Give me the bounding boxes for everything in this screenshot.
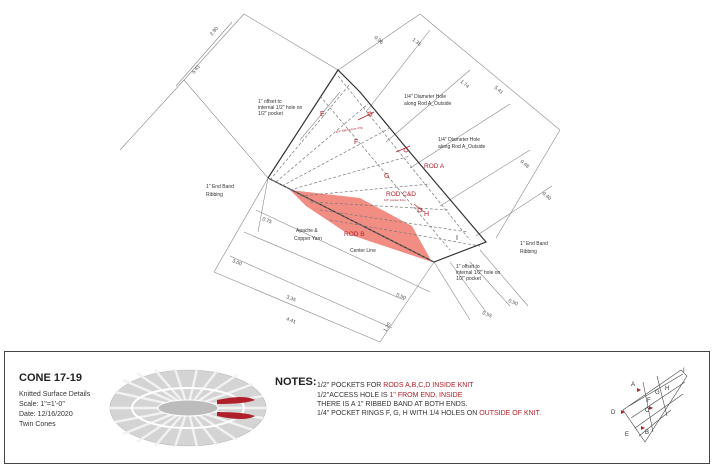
key-b: B [645, 430, 650, 436]
key-g: G [655, 390, 660, 396]
letter-e: E [320, 111, 325, 118]
project-name: Twin Cones [19, 421, 56, 428]
dim-0-55: 0.55 [481, 310, 493, 320]
rod-b-label: ROD B [344, 231, 365, 238]
note-4 [317, 410, 541, 417]
dim-0-96: 0.96 [372, 34, 385, 46]
notes-heading: NOTES: [275, 376, 317, 388]
hole-note-2-line-2: along Rod A_Outside [438, 144, 486, 150]
hole-note-2-line-1: 1/4" Diameter Hole [438, 137, 481, 143]
note-1-highlight: RODS A,B,C,D INSIDE KNIT [383, 382, 474, 389]
construction-lines [120, 14, 560, 342]
key-e: E [625, 432, 630, 438]
note-1-text: 1/2" POCKETS FOR [317, 382, 384, 389]
end-band-left-1: 1" End Band [206, 184, 234, 190]
drawing-scale: Scale: 1"=1'-0" [19, 401, 65, 408]
offset-note-bottom-2: internal 1/2" hole on [456, 270, 501, 276]
hole-note-1-line-2: along Rod A_Outside [404, 101, 452, 107]
dim-0-40: 0.40 [540, 190, 553, 202]
key-diagram [601, 362, 701, 452]
rod-cd-label: ROD C&D [386, 191, 416, 198]
key-d: D [611, 410, 616, 416]
offset-note-top-2: internal 1/2" hole on [258, 105, 303, 111]
offset-note-top-3: 1/2" pocket [258, 111, 283, 117]
dim-4-41: 4.41 [285, 316, 297, 326]
offset-note-top-1: 1" offset to [258, 99, 282, 105]
dim-0-50-b: 0.50 [507, 298, 519, 308]
stitched-ring-note: 1/4" Stitched Ax ring [335, 125, 363, 134]
note-2-text: 1/2"ACCESS HOLE IS [317, 392, 390, 399]
letter-h: H [424, 211, 430, 218]
dim-0-50-a: 0.50 [395, 292, 407, 302]
yarn-label-1: Apache & [296, 228, 318, 234]
dim-1-35: 1.35 [410, 36, 423, 48]
note-3: THERE IS A 1" RIBBED BAND AT BOTH ENDS. [317, 401, 468, 408]
note-4-highlight: OUTSIDE OF KNIT. [479, 410, 542, 417]
note-1 [317, 382, 474, 389]
rod-a-label: ROD A [424, 163, 445, 170]
key-h: H [665, 386, 670, 392]
dim-5-41-left: 5.41 [190, 63, 202, 76]
letter-f: F [354, 139, 359, 146]
yarn-label-2: Copper Yarn [294, 236, 322, 242]
note-2 [317, 392, 462, 399]
note-2-highlight: 1" FROM END, INSIDE [389, 392, 463, 399]
drawing-title: CONE 17-19 [19, 372, 82, 384]
key-f: F [647, 398, 651, 404]
dim-1-74: 1.74 [458, 78, 471, 90]
dim-0-48: 0.48 [518, 158, 531, 170]
end-band-right-1: 1" End Band [520, 241, 548, 247]
hole-note-1-line-1: 1/4" Diameter Hole [404, 94, 447, 100]
key-c: C [645, 408, 650, 414]
dim-2-90: 2.90 [208, 25, 220, 38]
note-4-text: 1/4" POCKET RINGS F, G, H WITH 1/4 HOLES ON [317, 410, 480, 417]
annotations [206, 94, 548, 282]
end-band-right-2: Ribbing [520, 249, 537, 255]
offset-note-bottom-3: 1/2" pocket [456, 276, 481, 282]
end-band-left-2: Ribbing [206, 192, 223, 198]
dimension-labels [191, 26, 552, 333]
center-line-label: Center Line [350, 248, 376, 254]
title-block [4, 351, 710, 464]
drawing-date: Date: 12/16/2020 [19, 411, 73, 418]
letter-g: G [384, 173, 390, 180]
key-i: I [683, 368, 685, 374]
dim-3-00: 3.00 [231, 258, 243, 268]
dim-5-41-right: 5.41 [492, 84, 505, 96]
cone-render-thumbnail [105, 360, 271, 455]
offset-note-bottom-1: 1" offset to [456, 264, 480, 270]
key-a: A [631, 382, 636, 388]
rod-cd-sub-label: 1/2" pocket from [384, 198, 406, 202]
drawing-subtitle: Knitted Surface Details [19, 391, 91, 398]
letter-i: I [456, 235, 458, 242]
dim-1-20: 1.20 [382, 321, 393, 333]
dim-3-35: 3.35 [285, 294, 297, 304]
dim-0-75: 0.75 [261, 216, 273, 226]
